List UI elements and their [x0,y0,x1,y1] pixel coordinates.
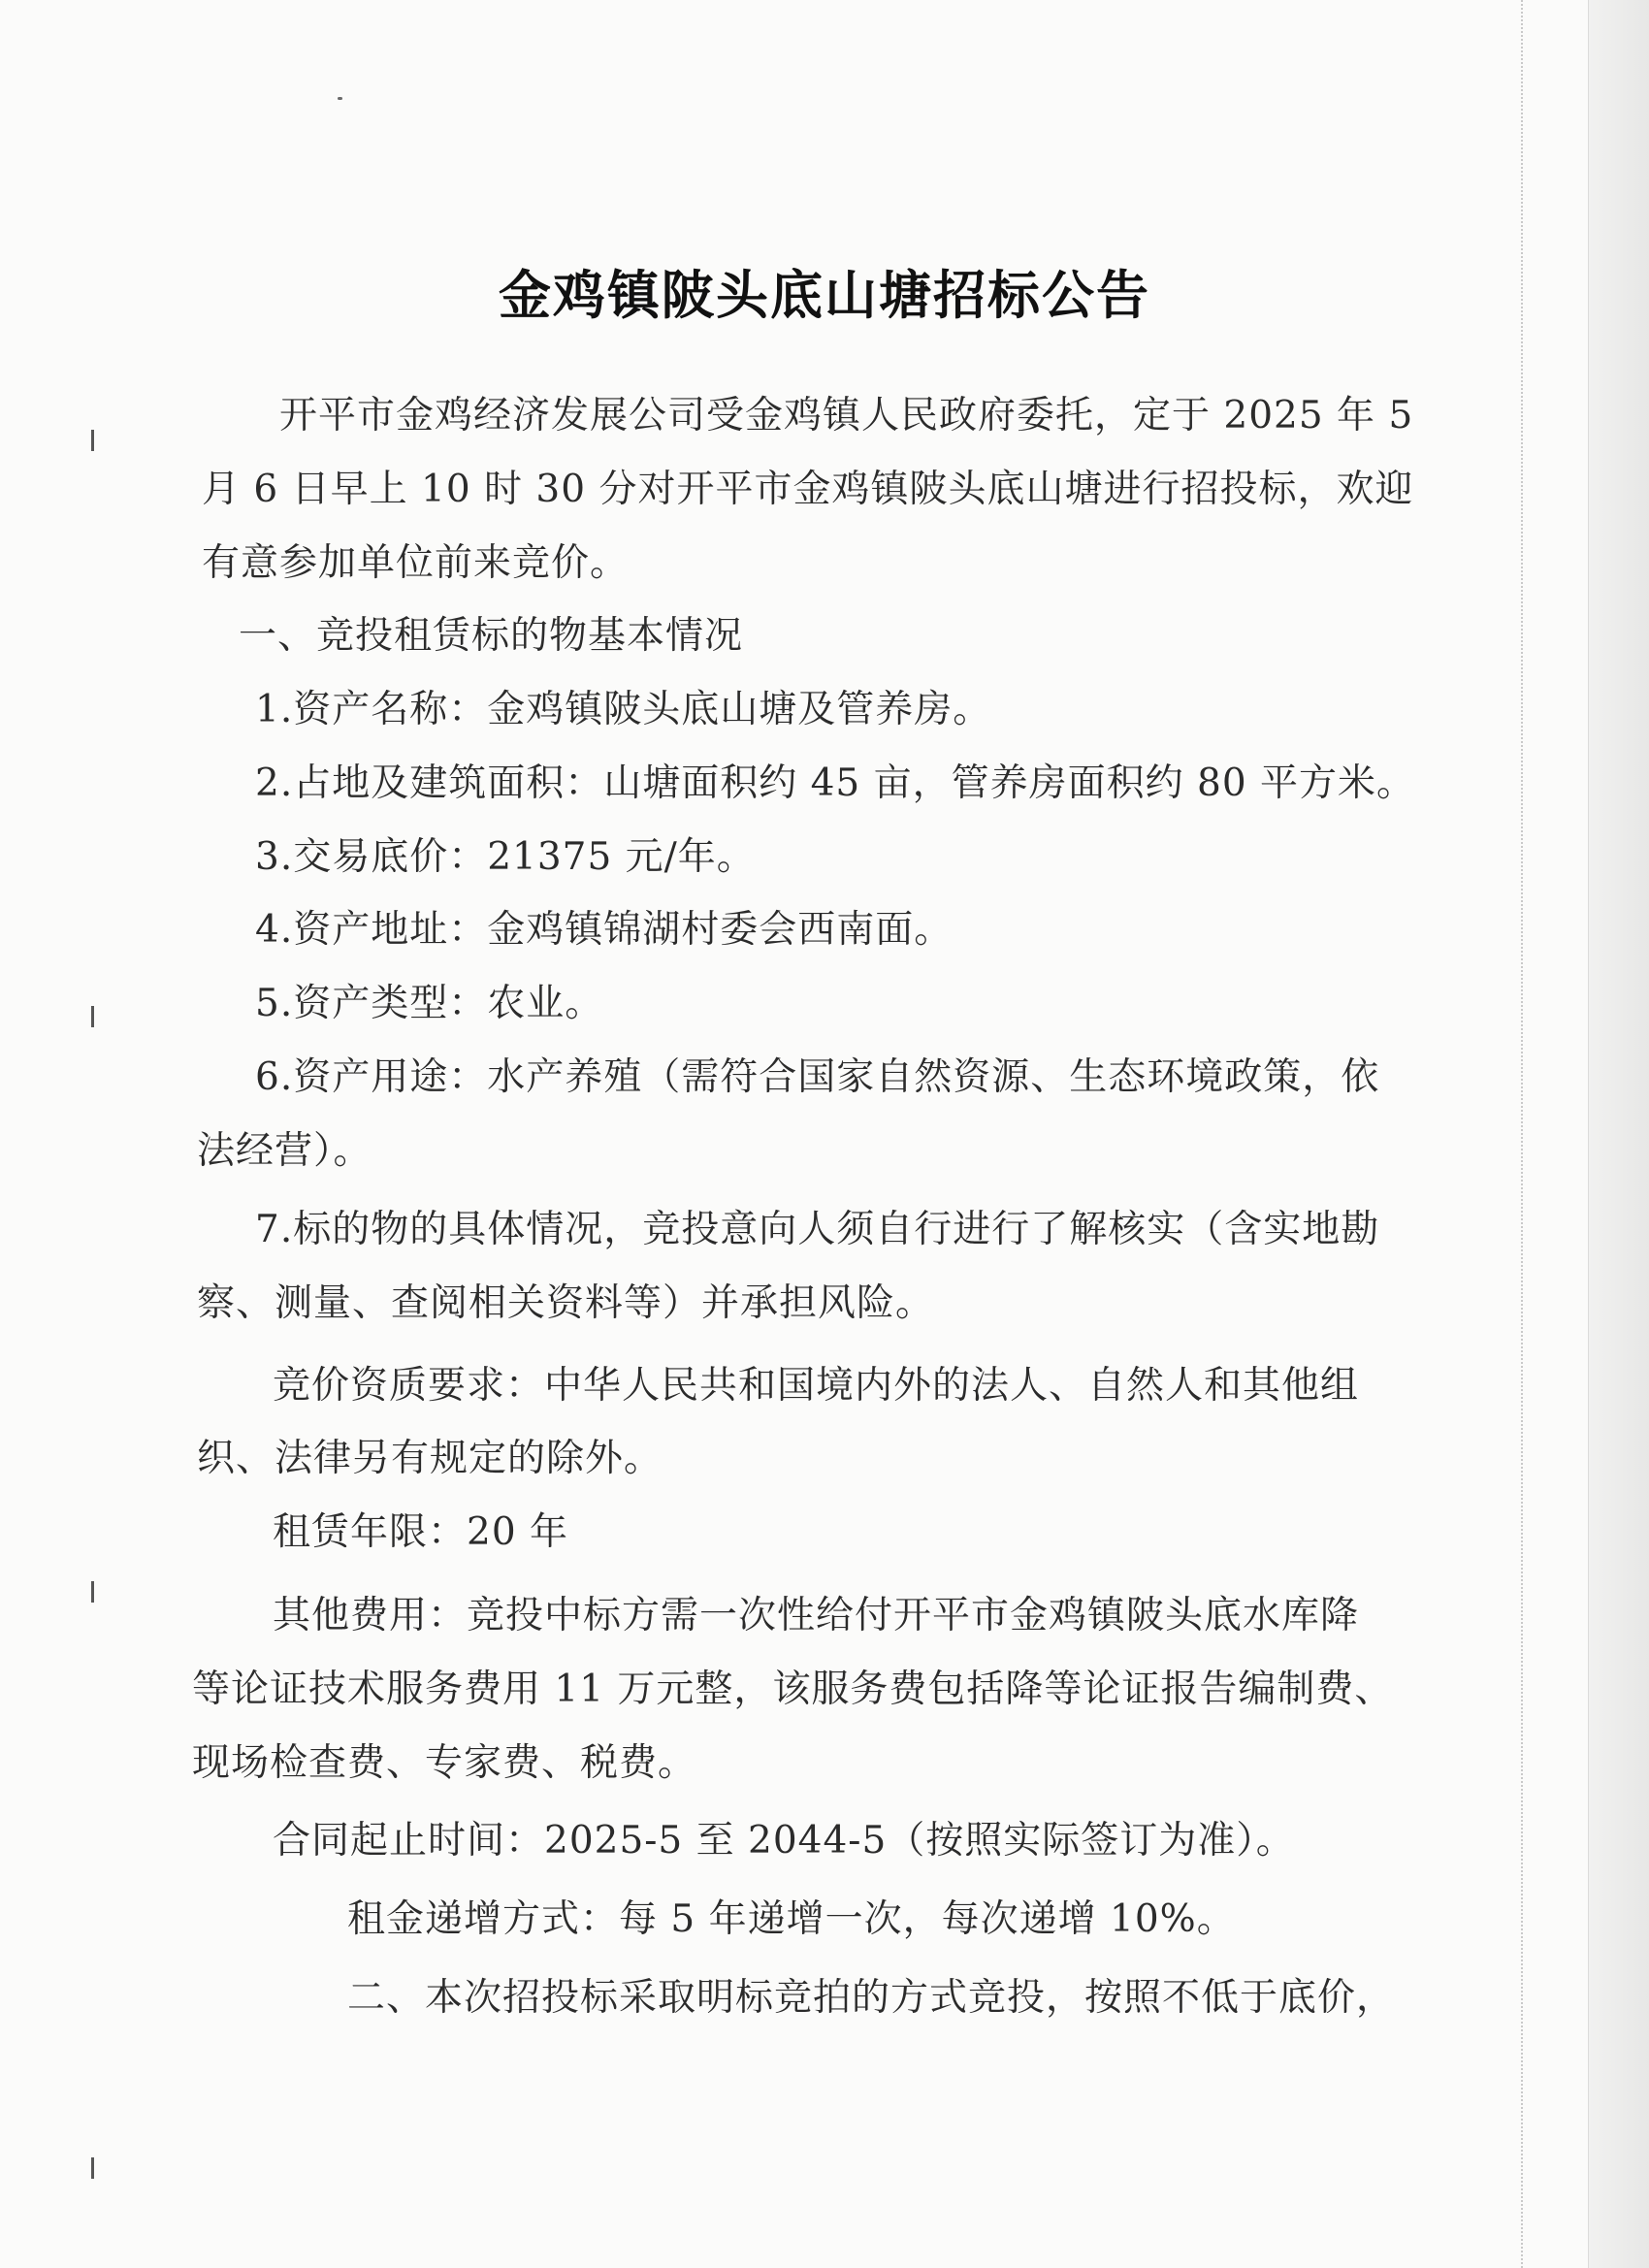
list-item: 5.资产类型：农业。 [255,982,604,1025]
list-item-continuation: 察、测量、查阅相关资料等）并承担风险。 [197,1281,935,1325]
list-item: 2.占地及建筑面积：山塘面积约 45 亩，管养房面积约 80 平方米。 [255,761,1416,805]
binding-mark [91,2157,94,2179]
binding-mark [91,430,94,451]
binding-mark [91,1006,94,1027]
paragraph-line: 租金递增方式：每 5 年递增一次，每次递增 10%。 [347,1897,1236,1941]
paragraph-line: 合同起止时间：2025-5 至 2044-5（按照实际签订为准）。 [273,1819,1295,1863]
list-item: 3.交易底价：21375 元/年。 [255,835,756,879]
paragraph-line: 租赁年限：20 年 [273,1510,569,1554]
scan-speck [338,97,342,100]
paragraph-line: 开平市金鸡经济发展公司受金鸡镇人民政府委托，定于 2025 年 5 [279,394,1414,437]
paragraph-line: 竞价资质要求：中华人民共和国境内外的法人、自然人和其他组 [273,1364,1360,1408]
list-item: 1.资产名称：金鸡镇陂头底山塘及管养房。 [255,688,992,731]
list-item: 6.资产用途：水产养殖（需符合国家自然资源、生态环境政策，依 [255,1055,1380,1099]
paragraph-line: 月 6 日早上 10 时 30 分对开平市金鸡镇陂头底山塘进行招投标，欢迎 [202,468,1414,511]
dotted-margin-line [1521,0,1523,2268]
list-item-continuation: 法经营）。 [197,1129,372,1173]
paragraph-line: 其他费用：竞投中标方需一次性给付开平市金鸡镇陂头底水库降 [273,1594,1360,1637]
document-title: 金鸡镇陂头底山塘招标公告 [499,264,1150,326]
paragraph-line: 等论证技术服务费用 11 万元整，该服务费包括降等论证报告编制费、 [192,1668,1394,1711]
section-heading: 一、竞投租赁标的物基本情况 [239,614,744,658]
scan-edge [1588,0,1649,2268]
binding-mark [91,1581,94,1603]
list-item: 7.标的物的具体情况，竞投意向人须自行进行了解核实（含实地勘 [255,1208,1380,1251]
paragraph-line: 织、法律另有规定的除外。 [197,1437,663,1480]
paragraph-line: 有意参加单位前来竞价。 [202,541,630,585]
paragraph-line: 现场检查费、专家费、税费。 [192,1741,697,1785]
section-heading: 二、本次招投标采取明标竞拍的方式竞投，按照不低于底价， [347,1976,1396,2020]
list-item: 4.资产地址：金鸡镇锦湖村委会西南面。 [255,908,954,952]
